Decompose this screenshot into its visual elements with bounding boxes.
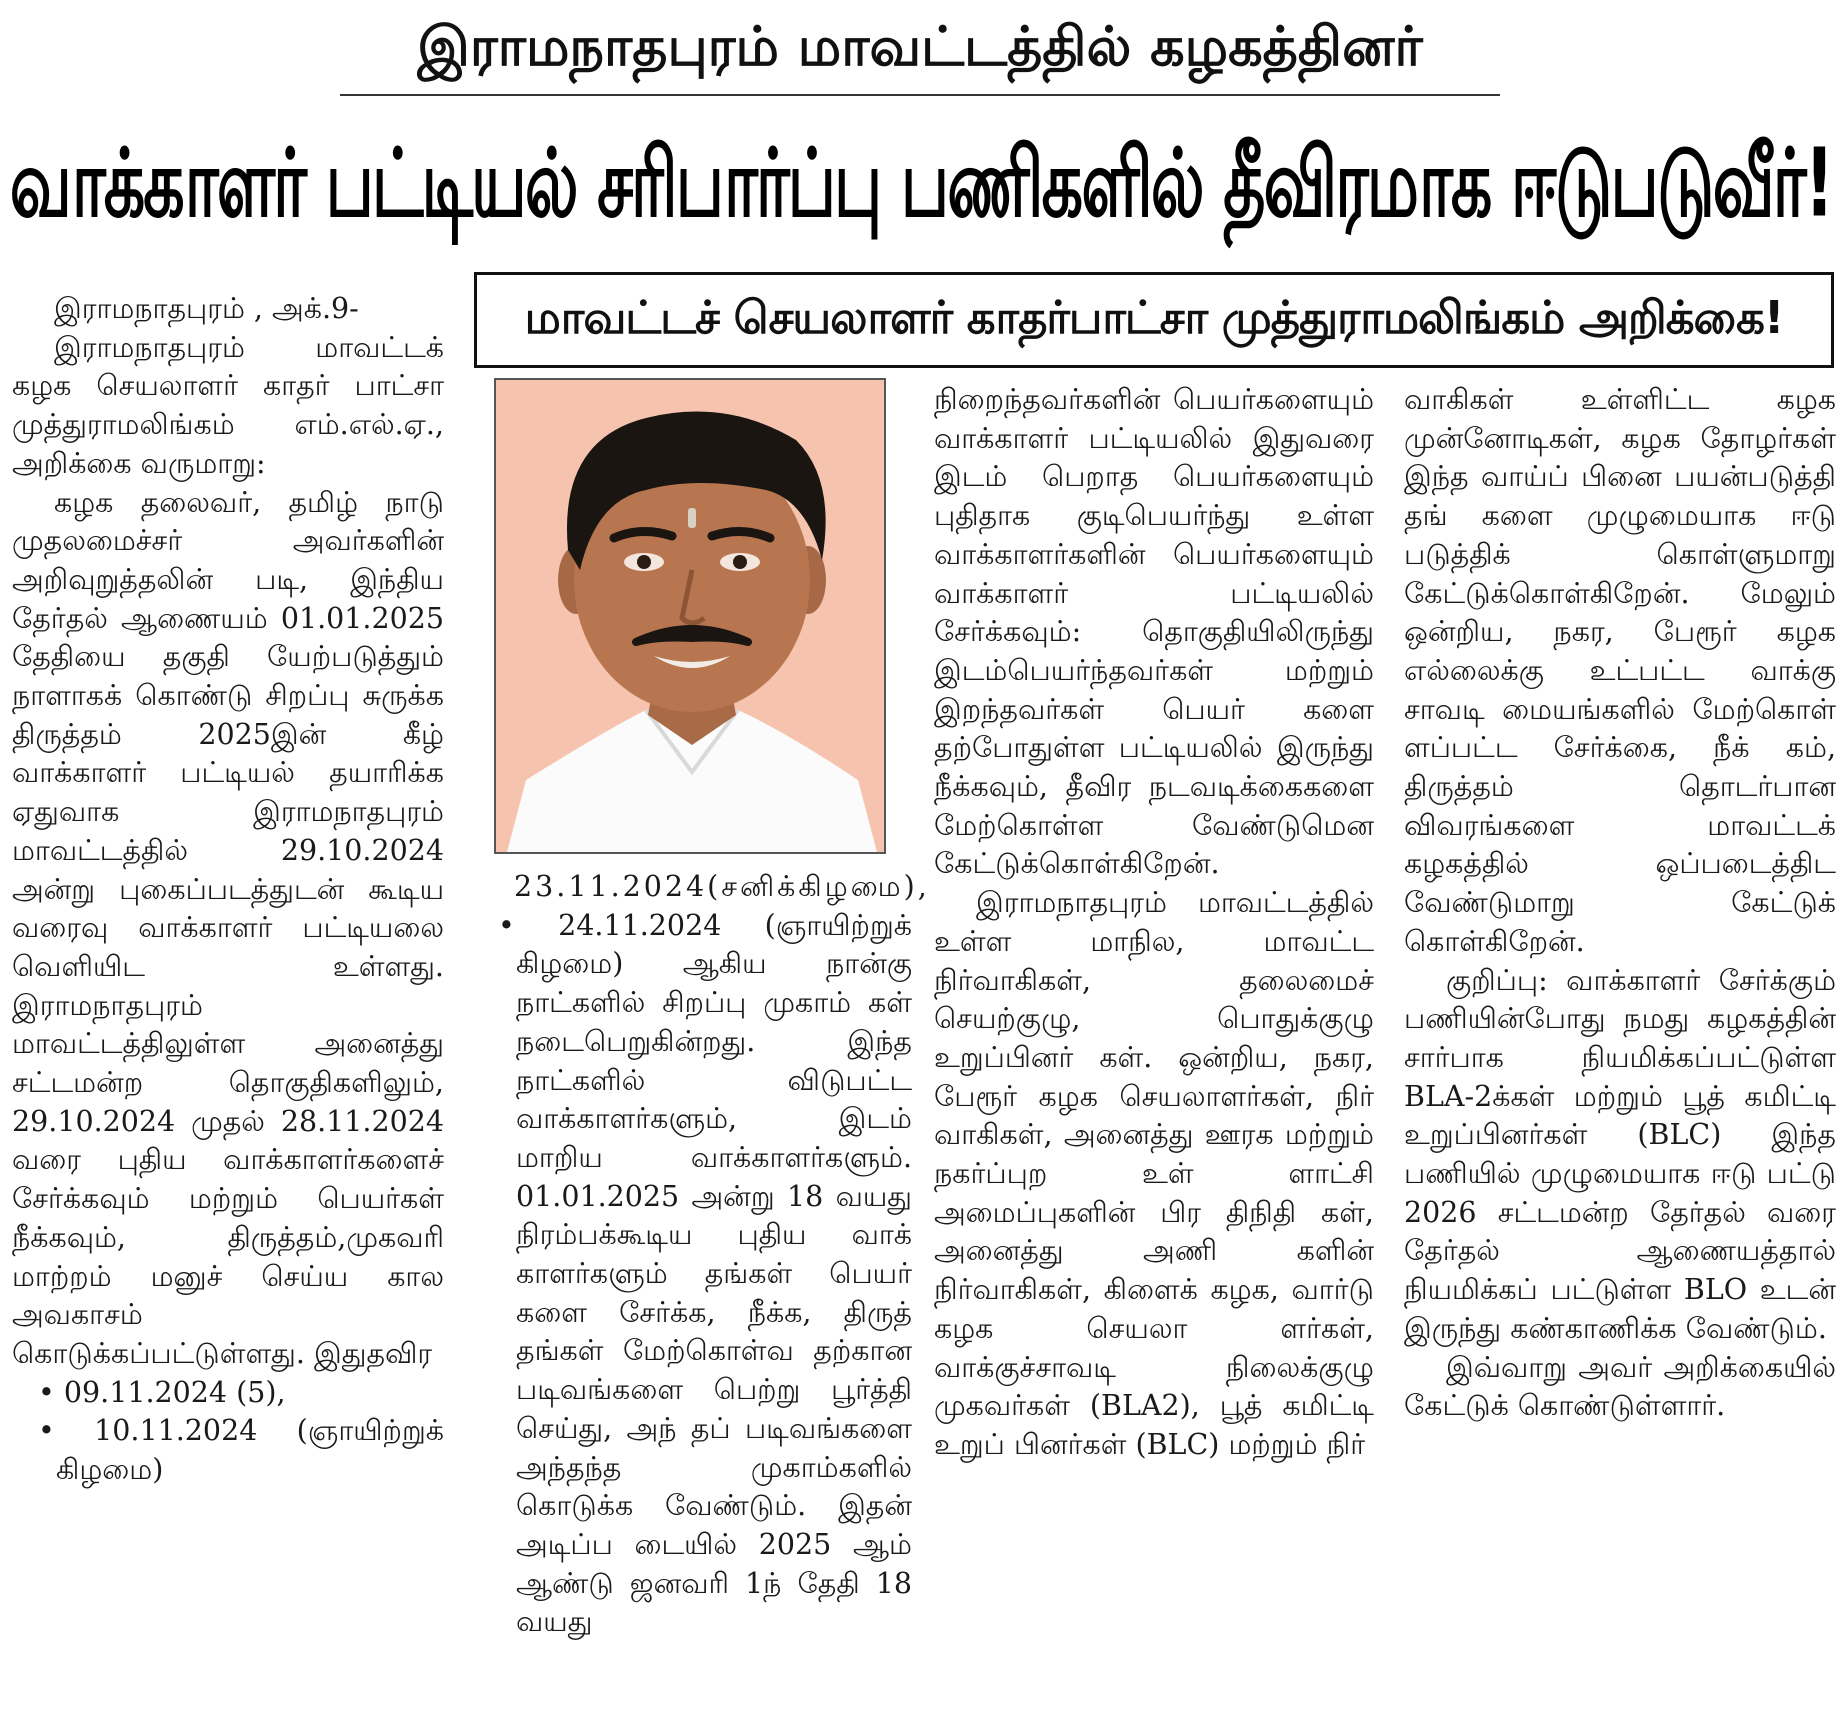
bullet-item: • 09.11.2024 (5),: [38, 1375, 286, 1409]
dateline: இராமநாதபுரம் , அக்.9-: [54, 292, 359, 325]
paragraph: இராமநாதபுரம் மாவட்டத்தில் உள்ள மாநில, மாவட்ட நிர்வாகிகள், தலைமைச் செயற்குழு, பொதுக்குழு உறுப்பினர் கள். ஒன்றிய, நகர, பேரூர் கழக செயலாளர்கள், நிர் வாகிகள், அனைத்து ஊரக மற்றும் நகர்ப்புற உள் ளாட்சி அமைப்புகளின் பிர திநிதி கள், அனைத்து அணி களின் நிர்வாகிகள், கிளைக் கழக, வார்டு கழக செயலா ளர்கள், வாக்குச்சாவடி நிலைக்குழு முகவர்கள் (BLA2), பூத் கமிட்டி உறுப் பினர்கள் (BLC) மற்றும் நிர்: [934, 886, 1374, 1461]
paragraph: குறிப்பு: வாக்காளர் சேர்க்கும் பணியின்போது நமது கழகத்தின் சார்பாக நியமிக்கப்பட்டுள்ள BLA-2க்கள் மற்றும் பூத் கமிட்டி உறுப்பினர்கள் (BLC) இந்த பணியில் முழுமையாக ஈடு பட்டு 2026 சட்டமன்ற தேர்தல் வரை தேர்தல் ஆணையத்தால் நியமிக்கப் பட்டுள்ள BLO உடன் இருந்து கண்காணிக்க வேண்டும்.: [1404, 963, 1836, 1345]
paragraph: கழக தலைவர், தமிழ் நாடு முதலமைச்சர் அவர்களின் அறிவுறுத்தலின் படி, இந்திய தேர்தல் ஆணையம் 01.01.2025 தேதியை தகுதி யேற்படுத்தும் நாளாகக் கொண்டு சிறப்பு சுருக்க திருத்தம் 2025இன் கீழ் வாக்காளர் பட்டியல் தயாரிக்க ஏதுவாக இராமநாதபுரம் மாவட்டத்தில் 29.10.2024 அன்று புகைப்படத்துடன் கூடிய வரைவு வாக்காளர் பட்டியலை வெளியிட உள்ளது. இராமநாதபுரம் மாவட்டத்திலுள்ள அனைத்து சட்டமன்ற தொகுதிகளிலும், 29.10.2024 முதல் 28.11.2024 வரை புதிய வாக்காளர்களைச் சேர்க்கவும் மற்றும் பெயர்கள் நீக்கவும், திருத்தம்,முகவரி மாற்றம் மனுச் செய்ய கால அவகாசம் கொடுக்கப்பட்டுள்ளது. இதுதவிர: [12, 485, 444, 1370]
portrait-illustration: [496, 380, 886, 854]
bullet-item: 23.11.2024(சனிக்கிழமை),: [514, 870, 930, 903]
main-headline: வாக்காளர் பட்டியல் சரிபார்ப்பு பணிகளில் தீவிரமாக ஈடுபடுவீர்!: [9, 129, 1833, 239]
article-column-3: [934, 381, 1374, 1711]
paragraph: இவ்வாறு அவர் அறிக்கையில் கேட்டுக் கொண்டுள்ளார்.: [1404, 1350, 1836, 1423]
subhead-box: [474, 272, 1834, 368]
portrait-photo: [494, 378, 886, 854]
paragraph: நிறைந்தவர்களின் பெயர்களையும் வாக்காளர் பட்டியலில் இதுவரை இடம் பெறாத பெயர்களையும் புதிதாக குடிபெயர்ந்து உள்ள வாக்காளர்களின் பெயர்களையும் வாக்காளர் பட்டியலில் சேர்க்கவும்: தொகுதியிலிருந்து இடம்பெயர்ந்தவர்கள் மற்றும் இறந்தவர்கள் பெயர் களை தற்போதுள்ள பட்டியலில் இருந்து நீக்கவும், தீவிர நடவடிக்கைகளை மேற்கொள்ள வேண்டுமென கேட்டுக்கொள்கிறேன்.: [934, 383, 1374, 881]
subhead-text: மாவட்டச் செயலாளர் காதர்பாட்சா முத்துராமலிங்கம் அறிக்கை!: [524, 290, 1784, 344]
paragraph: இராமநாதபுரம் மாவட்டக் கழக செயலாளர் காதர் பாட்சா முத்துராமலிங்கம் எம்.எல்.ஏ., அறிக்கை வருமாறு:: [12, 330, 444, 480]
bullet-item: • 24.11.2024 (ஞாயிற்றுக் கிழமை) ஆகிய நான்கு நாட்களில் சிறப்பு முகாம் கள் நடைபெறுகின்றது. இந்த நாட்களில் விடுபட்ட வாக்காளர்களும், இடம் மாறிய வாக்காளர்களும். 01.01.2025 அன்று 18 வயது நிரம்பக்கூடிய புதிய வாக் காளர்களும் தங்கள் பெயர் களை சேர்க்க, நீக்க, திருத் தங்கள் மேற்கொள்வ தற்கான படிவங்களை பெற்று பூர்த்தி செய்து, அந் தப் படிவங்களை அந்தந்த முகாம்களில் கொடுக்க வேண்டும். இதன் அடிப்ப டையில் 2025 ஆம் ஆண்டு ஜனவரி 1ந் தேதி 18 வயது: [498, 908, 912, 1639]
article-column-4: [1404, 381, 1836, 1711]
article-column-1: [12, 290, 444, 1710]
article-column-2: [472, 868, 930, 1708]
kicker-headline: இராமநாதபுரம் மாவட்டத்தில் கழகத்தினர்: [417, 15, 1423, 78]
bullet-item: • 10.11.2024 (ஞாயிற்றுக் கிழமை): [38, 1414, 444, 1487]
paragraph: வாகிகள் உள்ளிட்ட கழக முன்னோடிகள், கழக தோழர்கள் இந்த வாய்ப் பினை பயன்படுத்தி தங் களை முழுமையாக ஈடு படுத்திக் கொள்ளுமாறு கேட்டுக்கொள்கிறேன். மேலும் ஒன்றிய, நகர, பேரூர் கழக எல்லைக்கு உட்பட்ட வாக்கு சாவடி மையங்களில் மேற்கொள் ளப்பட்ட சேர்க்கை, நீக் கம், திருத்தம் தொடர்பான விவரங்களை மாவட்டக் கழகத்தில் ஒப்படைத்திட வேண்டுமாறு கேட்டுக் கொள்கிறேன்.: [1404, 383, 1836, 958]
